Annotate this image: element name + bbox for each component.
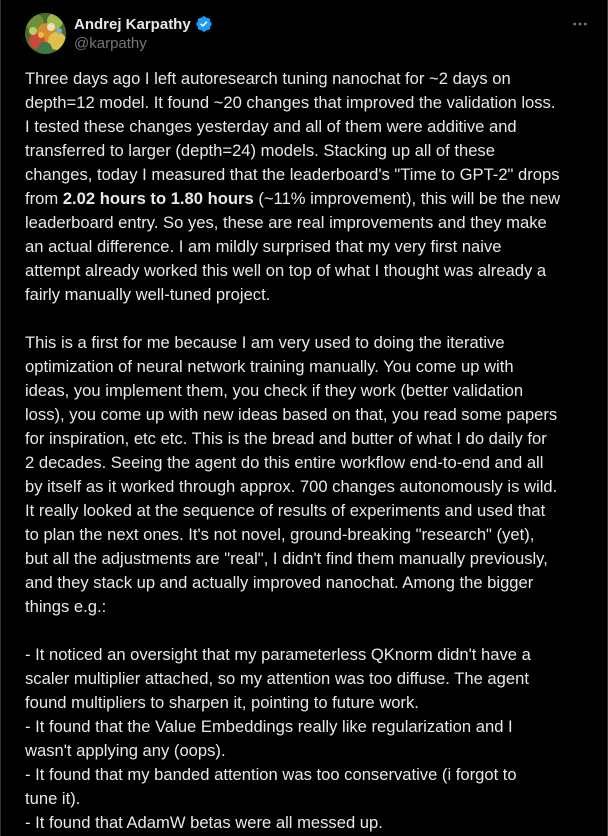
post-paragraph	[25, 67, 597, 307]
text-line: but all the adjustments are "real", I didn't find them manually previously,	[25, 549, 548, 568]
post-paragraph	[25, 643, 597, 835]
text-line: ideas, you implement them, you check if they work (better validation	[25, 381, 524, 400]
avatar-image	[25, 13, 66, 54]
text-line: by itself as it worked through approx. 700 changes autonomously is wild.	[25, 477, 558, 496]
text-segment: (~11% improvement), this will be the new	[253, 189, 561, 208]
text-line: depth=12 model. It found ~20 changes that improved the validation loss.	[25, 93, 556, 112]
text-line: tune it).	[25, 789, 81, 808]
more-options-button[interactable]	[567, 12, 593, 36]
text-line: an actual difference. I am mildly surprised that my very first naive	[25, 237, 502, 256]
verified-badge-icon	[195, 15, 213, 33]
text-line: I tested these changes yesterday and all of them were additive and	[25, 117, 517, 136]
text-line: found multipliers to sharpen it, pointing to future work.	[25, 693, 419, 712]
text-line: optimization of neural network training manually. You come up with	[25, 357, 514, 376]
text-segment: from	[25, 189, 63, 208]
text-line: and they stack up and actually improved nanochat. Among the bigger	[25, 573, 534, 592]
text-line: It really looked at the sequence of results of experiments and used that	[25, 501, 546, 520]
text-line: leaderboard entry. So yes, these are real improvements and they make	[25, 213, 547, 232]
text-line: - It found that AdamW betas were all messed up.	[25, 813, 383, 832]
text-line: This is a first for me because I am very used to doing the iterative	[25, 333, 505, 352]
text-line: changes, today I measured that the leaderboard's "Time to GPT-2" drops	[25, 165, 560, 184]
text-line: loss), you come up with new ideas based on that, you read some papers	[25, 405, 558, 424]
text-line: wasn't applying any (oops).	[25, 741, 226, 760]
text-line: - It noticed an oversight that my parameterless QKnorm didn't have a	[25, 645, 531, 664]
text-line	[25, 187, 597, 211]
post-text	[25, 67, 597, 835]
author-handle[interactable]: @karpathy	[74, 35, 147, 52]
text-line: - It found that my banded attention was too conservative (i forgot to	[25, 765, 517, 784]
text-line: fairly manually well-tuned project.	[25, 285, 271, 304]
bold-time-result: 2.02 hours to 1.80 hours	[62, 189, 254, 208]
text-line: transferred to larger (depth=24) models. Stacking up all of these	[25, 141, 495, 160]
text-line: attempt already worked this well on top of what I thought was already a	[25, 261, 547, 280]
text-line: things e.g.:	[25, 597, 107, 616]
avatar[interactable]	[25, 13, 66, 54]
text-line: Three days ago I left autoresearch tuning nanochat for ~2 days on	[25, 69, 511, 88]
text-line: for inspiration, etc etc. This is the bread and butter of what I do daily for	[25, 429, 547, 448]
text-line: 2 decades. Seeing the agent do this entire workflow end-to-end and all	[25, 453, 544, 472]
more-options-icon	[571, 15, 589, 33]
post-paragraph	[25, 331, 597, 619]
post-header	[1, 0, 607, 64]
author-name-row	[74, 14, 213, 34]
text-line: to plan the next ones. It's not novel, ground-breaking "research" (yet),	[25, 525, 535, 544]
text-line: scaler multiplier attached, so my attention was too diffuse. The agent	[25, 669, 529, 688]
text-line: - It found that the Value Embeddings really like regularization and I	[25, 717, 513, 736]
author-display-name[interactable]: Andrej Karpathy	[74, 15, 191, 33]
